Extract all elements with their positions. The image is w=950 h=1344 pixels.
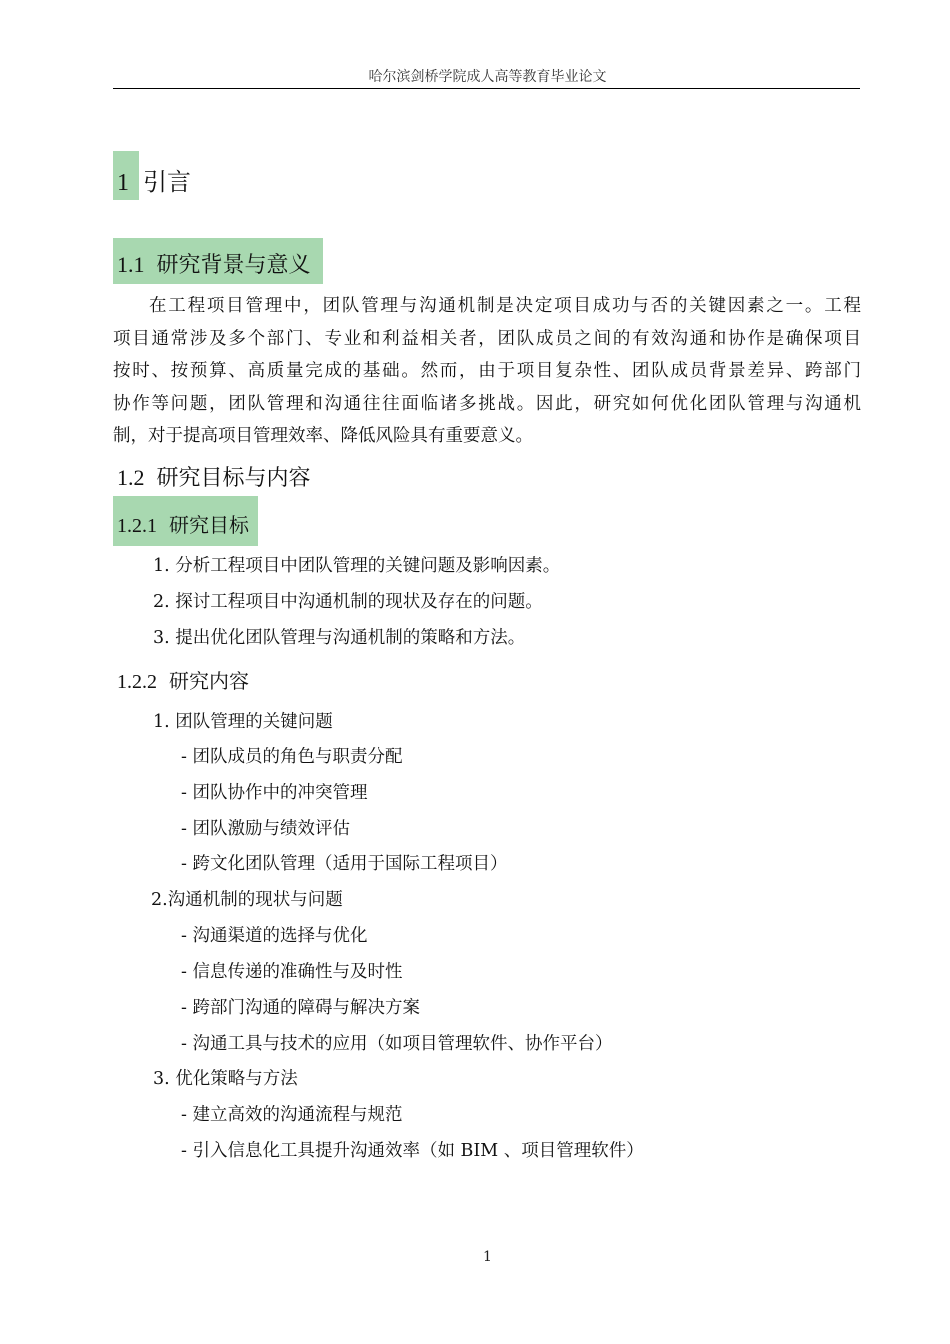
content-subitem: - 沟通工具与技术的应用（如项目管理软件、协作平台） <box>181 1034 613 1054</box>
header-rule <box>113 88 860 89</box>
content-subitem: - 跨部门沟通的障碍与解决方案 <box>181 998 420 1018</box>
heading-1-2-1-number: 1.2.1 <box>117 515 157 537</box>
objective-item: 3. 提出优化团队管理与沟通机制的策略和方法。 <box>153 628 526 648</box>
heading-1-1-title: 研究背景与意义 <box>156 253 311 278</box>
content-subitem: - 建立高效的沟通流程与规范 <box>181 1105 403 1125</box>
page-number: 1 <box>483 1249 492 1265</box>
heading-1-number: 1 <box>117 170 129 196</box>
content-group-heading: 1. 团队管理的关键问题 <box>153 712 333 732</box>
heading-1-2 <box>117 461 311 492</box>
objective-item: 2. 探讨工程项目中沟通机制的现状及存在的问题。 <box>153 592 543 612</box>
heading-1-2-1 <box>117 509 249 538</box>
background-paragraph <box>113 290 861 453</box>
heading-1-title: 引言 <box>143 168 191 196</box>
content-subitem: - 引入信息化工具提升沟通效率（如 BIM 、项目管理软件） <box>181 1141 644 1161</box>
content-subitem: - 团队激励与绩效评估 <box>181 819 350 839</box>
running-header: 哈尔滨剑桥学院成人高等教育毕业论文 <box>368 69 607 85</box>
paragraph-line: 项目通常涉及多个部门、专业和利益相关者，团队成员之间的有效沟通和协作是确保项目 <box>113 328 861 349</box>
content-subitem: - 团队成员的角色与职责分配 <box>181 747 403 767</box>
heading-1-1-number: 1.1 <box>117 252 145 277</box>
heading-1-2-number: 1.2 <box>117 465 145 490</box>
content-group-heading: 2.沟通机制的现状与问题 <box>151 890 343 910</box>
heading-1-2-2-title: 研究内容 <box>169 669 249 693</box>
content-subitem: - 信息传递的准确性与及时性 <box>181 962 403 982</box>
heading-1-2-2 <box>117 665 249 694</box>
content-subitem: - 跨文化团队管理（适用于国际工程项目） <box>181 854 508 874</box>
heading-1-2-title: 研究目标与内容 <box>156 466 311 491</box>
content-subitem: - 团队协作中的冲突管理 <box>181 783 368 803</box>
heading-1 <box>117 162 191 197</box>
paragraph-line: 协作等问题，团队管理和沟通往往面临诸多挑战。因此，研究如何优化团队管理与沟通机 <box>113 393 861 414</box>
content-group-heading: 3. 优化策略与方法 <box>153 1069 298 1089</box>
paragraph-line: 制，对于提高项目管理效率、降低风险具有重要意义。 <box>113 426 533 446</box>
heading-1-1 <box>117 248 311 279</box>
objective-item: 1. 分析工程项目中团队管理的关键问题及影响因素。 <box>153 556 561 576</box>
content-subitem: - 沟通渠道的选择与优化 <box>181 926 368 946</box>
paragraph-line: 在工程项目管理中，团队管理与沟通机制是决定项目成功与否的关键因素之一。工程 <box>149 296 861 316</box>
paragraph-line: 按时、按预算、高质量完成的基础。然而，由于项目复杂性、团队成员背景差异、跨部门 <box>113 361 861 381</box>
heading-1-2-2-number: 1.2.2 <box>117 671 157 693</box>
heading-1-2-1-title: 研究目标 <box>169 513 249 537</box>
